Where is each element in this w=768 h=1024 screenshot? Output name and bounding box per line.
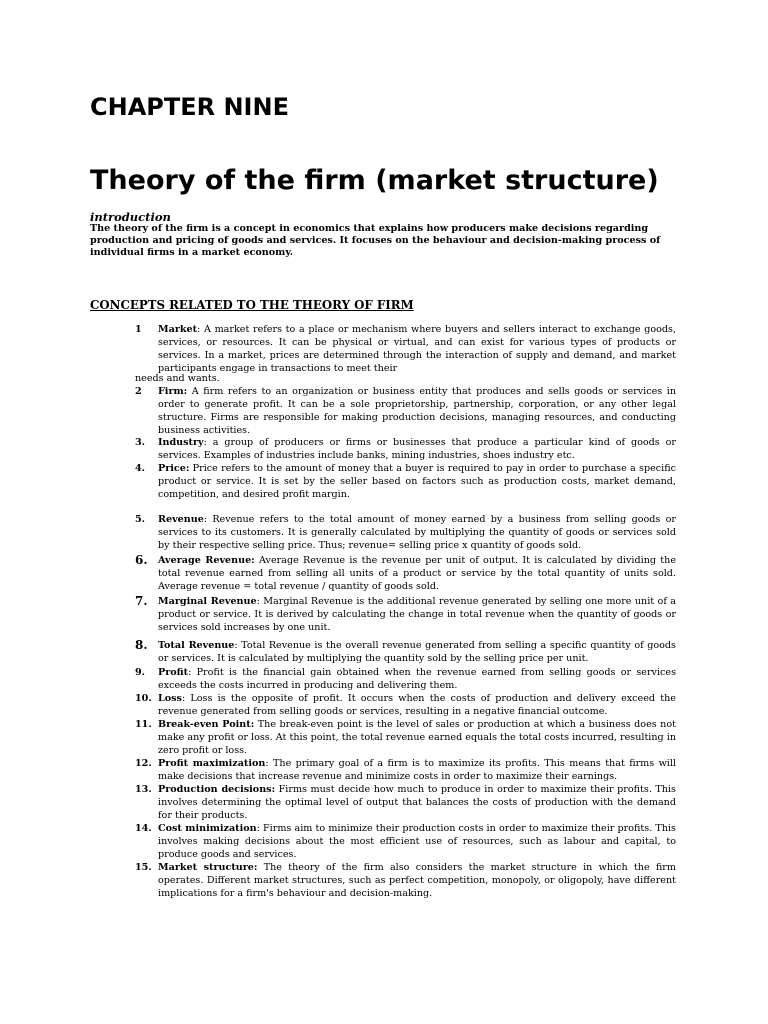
item-text: : The primary goal of a firm is to maximize its profits. This means that firms will make decisions that increase revenue and minimize costs in order to maximize their earnings. xyxy=(158,758,676,782)
item-number: 15. xyxy=(135,862,152,873)
concept-item-market-structure xyxy=(135,862,676,901)
item-number: 5. xyxy=(135,514,146,525)
item-number: 4. xyxy=(135,463,146,474)
item-number: 9. xyxy=(135,667,146,678)
item-number: 10. xyxy=(135,693,152,704)
item-term: Production decisions: xyxy=(158,784,276,795)
item-text: : Marginal Revenue is the additional revenue generated by selling one more unit of a product or service. It is derived by calculating the change in total revenue when the quantity of goods or services sold increases by one unit. xyxy=(158,596,676,633)
item-term: Marginal Revenue xyxy=(158,596,257,607)
item-term: Market xyxy=(158,324,198,335)
market-item-continuation: needs and wants. xyxy=(135,373,220,384)
intro-label: introduction xyxy=(90,210,171,224)
concept-item-loss xyxy=(135,693,676,719)
item-number: 3. xyxy=(135,437,146,448)
item-text: : Total Revenue is the overall revenue generated from selling a specific quantity of goods or services. It is calculated by multiplying the quantity sold by the selling price per unit. xyxy=(158,640,676,664)
item-text: : Loss is the opposite of profit. It occurs when the costs of production and delivery exceed the revenue generated from selling goods or services, resulting in a negative financial outcome. xyxy=(158,693,676,717)
item-number: 7. xyxy=(135,594,148,608)
chapter-heading: CHAPTER NINE xyxy=(90,93,289,121)
item-text: Firms must decide how much to produce in order to maximize their profits. This involves determining the optimal level of output that balances the costs of production with the demand for their products. xyxy=(158,784,676,821)
item-term: Cost minimization xyxy=(158,823,257,834)
concept-item-revenue xyxy=(135,514,676,553)
item-text: : Revenue refers to the total amount of money earned by a business from selling goods or services to its customers. It is generally calculated by multiplying the quantity of goods or services sold by their respective selling price. Thus; revenue= selling price x quantity of goods sold. xyxy=(158,514,676,551)
item-text: Average Revenue is the revenue per unit of output. It is calculated by dividing the total revenue earned from selling all units of a product or service by the total quantity of units sold. Average revenue = total revenue / quantity of goods sold. xyxy=(158,555,676,592)
item-number: 12. xyxy=(135,758,152,769)
item-term: Total Revenue xyxy=(158,640,235,651)
concepts-heading: CONCEPTS RELATED TO THE THEORY OF FIRM xyxy=(90,298,414,312)
concept-item-average-revenue xyxy=(135,555,676,594)
item-number: 13. xyxy=(135,784,152,795)
concept-item-cost-minimization xyxy=(135,823,676,862)
item-text: The theory of the firm also considers the market structure in which the firm operates. Different market structures, such as perfect competition, monopoly, or oligopoly, have different implications for a firm's behaviour and decision-making. xyxy=(158,862,676,899)
concept-item-total-revenue xyxy=(135,640,676,666)
concept-item-firm xyxy=(135,386,676,438)
item-term: Revenue xyxy=(158,514,204,525)
item-term: Break-even Point: xyxy=(158,719,255,730)
item-text: : Firms aim to minimize their production costs in order to maximize their profits. This involves making decisions about the most efficient use of resources, such as labour and capital, to produce goods and services. xyxy=(158,823,676,860)
concept-item-marginal-revenue xyxy=(135,596,676,635)
concept-item-profit xyxy=(135,667,676,693)
concept-item-profit-maximization xyxy=(135,758,676,784)
item-term: Price: xyxy=(158,463,190,474)
intro-paragraph: The theory of the firm is a concept in economics that explains how producers make decisions regarding production and pricing of goods and services. It focuses on the behaviour and decision-making process of individual firms in a market economy. xyxy=(90,223,661,259)
item-number: 1 xyxy=(135,324,142,335)
concept-item-break-even-point xyxy=(135,719,676,758)
concept-item-industry xyxy=(135,437,676,463)
item-term: Average Revenue: xyxy=(158,555,255,566)
item-number: 6. xyxy=(135,553,148,567)
item-text: The break-even point is the level of sales or production at which a business does not make any profit or loss. At this point, the total revenue earned equals the total costs incurred, resulting in zero profit or loss. xyxy=(158,719,676,756)
item-term: Firm: xyxy=(158,386,188,397)
item-term: Industry xyxy=(158,437,204,448)
item-text: : A market refers to a place or mechanism where buyers and sellers interact to exchange goods, services, or resources. It can be physical or virtual, and can exist for various types of products or services. In a market, prices are determined through the interaction of supply and demand, and market participants engage in transactions to meet their xyxy=(158,324,676,374)
item-term: Loss xyxy=(158,693,182,704)
item-text: A firm refers to an organization or business entity that produces and sells goods or services in order to generate profit. It can be a sole proprietorship, partnership, corporation, or any other legal structure. Firms are responsible for making production decisions, managing resources, and conducting business activities. xyxy=(158,386,676,436)
item-text: Price refers to the amount of money that a buyer is required to pay in order to purchase a specific product or service. It is set by the seller based on factors such as production costs, market demand, competition, and desired profit margin. xyxy=(158,463,676,500)
item-text: : Profit is the financial gain obtained when the revenue earned from selling goods or services exceeds the costs incurred in producing and delivering them. xyxy=(158,667,676,691)
concept-item-market xyxy=(135,324,676,376)
item-term: Profit xyxy=(158,667,189,678)
item-number: 2 xyxy=(135,386,142,397)
item-number: 11. xyxy=(135,719,152,730)
item-number: 8. xyxy=(135,638,148,652)
concept-item-price xyxy=(135,463,676,502)
concept-item-production-decisions xyxy=(135,784,676,823)
item-term: Market structure: xyxy=(158,862,258,873)
item-number: 14. xyxy=(135,823,152,834)
page-title: Theory of the firm (market structure) xyxy=(90,165,659,196)
item-text: : a group of producers or firms or businesses that produce a particular kind of goods or services. Examples of industries include banks, mining industries, shoes industry etc. xyxy=(158,437,676,461)
item-term: Profit maximization xyxy=(158,758,266,769)
